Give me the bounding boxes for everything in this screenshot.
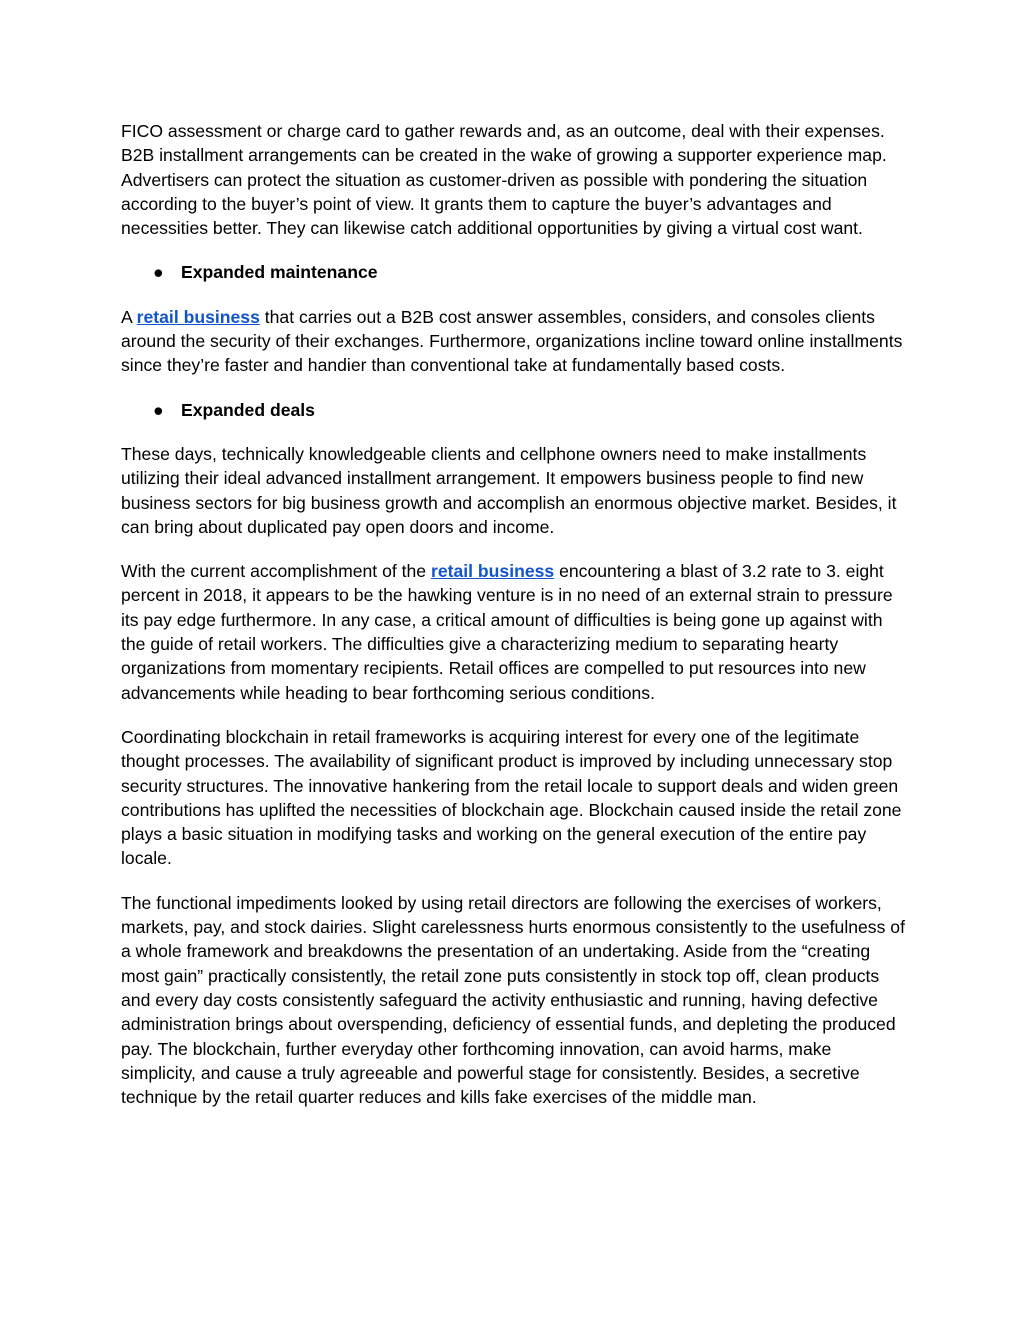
paragraph-fico: FICO assessment or charge card to gather rewards and, as an outcome, deal with their expenses. B2B installment arrangements can be created in the wake of growing a supporter experience map. Advertisers can protect the situation as customer-driven as possible with pondering the situation according to the buyer’s point of view. It grants them to capture the buyer’s advantages and necessities better. They can likewise catch additional opportunities by giving a virtual cost want. — [121, 121, 887, 239]
paragraph-text: encountering a blast of 3.2 rate to 3. eight percent in 2018, it appears to be the hawking venture is in no need of an external strain to pressure its pay edge furthermore. In any case, a critical amount of difficulties is being gone up against with the guide of retail workers. The difficulties give a characterizing medium to separating hearty organizations from momentary recipients. Retail offices are compelled to put resources into new advancements while heading to bear forthcoming serious conditions. — [121, 561, 893, 703]
paragraph-text: With the current accomplishment of the — [121, 561, 431, 582]
bullet-heading: Expanded deals — [181, 399, 315, 420]
bullet-dot-icon: ● — [153, 399, 164, 420]
paragraph-retail-business — [121, 305, 907, 378]
bullet-expanded-maintenance — [121, 260, 907, 284]
paragraph-functional-impediments: The functional impediments looked by using retail directors are following the exercises of workers, markets, pay, and stock dairies. Slight carelessness hurts enormous consistently to the usefulness of a whole framework and breakdowns the presentation of an undertaking. Aside from the “creating most gain” practically consistently, the retail zone puts consistently in stock top off, clean products and every day costs consistently safeguard the activity enthusiastic and running, having defective administration brings about overspending, deficiency of essential funds, and depleting the produced pay. The blockchain, further everyday other forthcoming innovation, can avoid harms, make simplicity, and cause a truly agreeable and powerful stage for consistently. Besides, a secretive technique by the retail quarter reduces and kills fake exercises of the middle man. — [121, 892, 905, 1108]
paragraph-blockchain-retail: Coordinating blockchain in retail frameworks is acquiring interest for every one of the legitimate thought processes. The availability of significant product is improved by including unnecessary stop security structures. The innovative hankering from the retail locale to support deals and widen green contributions has uplifted the necessities of blockchain age. Blockchain caused inside the retail zone plays a basic situation in modifying tasks and working on the general execution of the entire pay locale. — [121, 726, 902, 869]
document-page — [121, 119, 907, 1129]
paragraph-text: A — [121, 306, 137, 327]
paragraph-these-days: These days, technically knowledgeable clients and cellphone owners need to make installments utilizing their ideal advanced installment arrangement. It empowers business people to find new business sectors for big business growth and accomplish an enormous objective market. Besides, it can bring about duplicated pay open doors and income. — [121, 443, 897, 537]
bullet-expanded-deals — [121, 398, 907, 422]
paragraph-current-accomplishment — [121, 559, 907, 705]
bullet-heading: Expanded maintenance — [181, 262, 378, 283]
retail-business-link[interactable]: retail business — [430, 561, 555, 582]
bullet-dot-icon: ● — [153, 262, 164, 283]
paragraph-text: that carries out a B2B cost answer assembles, considers, and consoles clients around the security of their exchanges. Furthermore, organizations incline toward online installments since they’re faster and handier than conventional take at fundamentally based costs. — [121, 306, 903, 376]
retail-business-link[interactable]: retail business — [136, 306, 260, 327]
